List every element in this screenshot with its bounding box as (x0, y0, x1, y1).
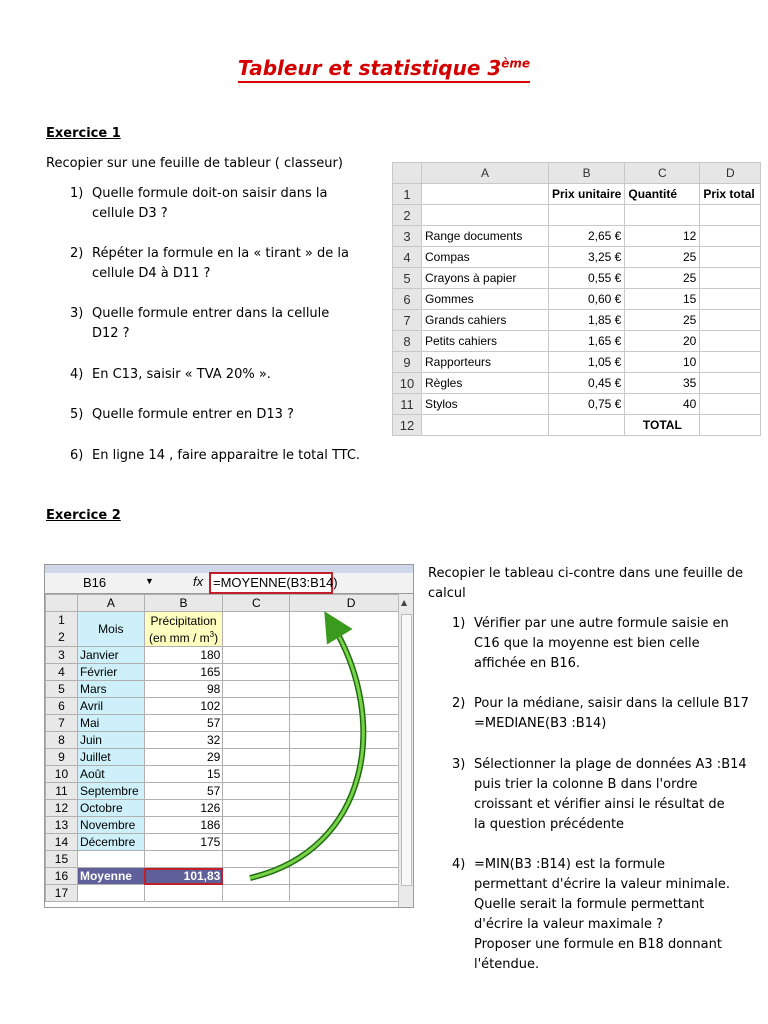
header-mois: Mois (77, 612, 144, 647)
row-header: 6 (46, 698, 78, 715)
month-cell: Avril (77, 698, 144, 715)
cell (700, 352, 761, 373)
cell (549, 415, 625, 436)
question-line: Vérifier par une autre formule saisie en (474, 616, 729, 631)
row-header: 10 (46, 766, 78, 783)
cell: 10 (625, 352, 700, 373)
question-number: 2) (70, 246, 84, 261)
ex2-question-2 (452, 694, 762, 734)
cell: 35 (625, 373, 700, 394)
cell: 0,60 € (549, 289, 625, 310)
exercise-1-intro: Recopier sur une feuille de tableur ( classeur) (46, 156, 343, 171)
cell (700, 331, 761, 352)
name-box[interactable]: B16 (83, 575, 107, 590)
question-line: D12 ? (92, 326, 130, 341)
row-header: 2 (393, 205, 422, 226)
month-cell: Juin (77, 732, 144, 749)
corner-cell (393, 163, 422, 184)
month-cell: Novembre (77, 817, 144, 834)
row-header: 7 (393, 310, 422, 331)
cell: 25 (625, 268, 700, 289)
header-precipitation (144, 612, 223, 647)
month-cell: Septembre (77, 783, 144, 800)
month-cell: Juillet (77, 749, 144, 766)
cell: Quantité (625, 184, 700, 205)
cell: Règles (422, 373, 549, 394)
value-cell: 165 (144, 664, 223, 681)
cell (700, 205, 761, 226)
value-cell: 32 (144, 732, 223, 749)
cell (77, 885, 144, 902)
column-header: B (549, 163, 625, 184)
cell: Rapporteurs (422, 352, 549, 373)
cell: 15 (625, 289, 700, 310)
question-line: l'étendue. (474, 957, 540, 972)
cell (700, 268, 761, 289)
ex1-question-3 (70, 304, 380, 344)
cell: 40 (625, 394, 700, 415)
row-header: 1 2 (46, 612, 78, 647)
ex1-question-2 (70, 244, 380, 284)
question-line: Sélectionner la plage de données A3 :B14 (474, 757, 747, 772)
intro-line: Recopier le tableau ci-contre dans une feuille de (428, 566, 743, 581)
month-cell: Août (77, 766, 144, 783)
row-header: 7 (46, 715, 78, 732)
cell (422, 415, 549, 436)
question-line: permettant d'écrire la valeur minimale. (474, 877, 730, 892)
value-cell: 98 (144, 681, 223, 698)
fx-icon: fx (193, 574, 204, 589)
cell: Compas (422, 247, 549, 268)
cell: Grands cahiers (422, 310, 549, 331)
question-line: En C13, saisir « TVA 20% ». (92, 367, 271, 382)
row-header: 10 (393, 373, 422, 394)
formula-input[interactable]: =MOYENNE(B3:B14) (209, 572, 333, 594)
row-header: 11 (46, 783, 78, 800)
column-header: D (290, 595, 413, 612)
value-cell: 186 (144, 817, 223, 834)
cell: 0,75 € (549, 394, 625, 415)
row-header: 13 (46, 817, 78, 834)
cell (700, 289, 761, 310)
row-header: 1 (393, 184, 422, 205)
cell (700, 226, 761, 247)
intro-line: calcul (428, 586, 466, 601)
column-header: B (144, 595, 223, 612)
value-cell: 15 (144, 766, 223, 783)
cell: 0,55 € (549, 268, 625, 289)
row-header: 3 (46, 647, 78, 664)
question-line: =MIN(B3 :B14) est la formule (474, 857, 665, 872)
column-header: A (77, 595, 144, 612)
cell: 3,25 € (549, 247, 625, 268)
row-header: 4 (393, 247, 422, 268)
question-line: C16 que la moyenne est bien celle (474, 636, 700, 651)
question-line: Quelle formule entrer dans la cellule (92, 306, 330, 321)
arrow-annotation (220, 600, 380, 890)
row-header: 12 (393, 415, 422, 436)
cell: 1,65 € (549, 331, 625, 352)
cell (144, 851, 223, 868)
ex2-question-3 (452, 755, 762, 835)
cell: 0,45 € (549, 373, 625, 394)
vertical-scrollbar[interactable] (398, 594, 413, 907)
cell: 2,65 € (549, 226, 625, 247)
header-line: (en mm / m (148, 630, 210, 645)
cell (77, 851, 144, 868)
question-line: Proposer une formule en B18 donnant (474, 937, 722, 952)
ex2-question-4 (452, 855, 762, 975)
row-header: 12 (46, 800, 78, 817)
row-header: 11 (393, 394, 422, 415)
question-number: 1) (70, 186, 84, 201)
question-line: =MEDIANE(B3 :B14) (474, 716, 607, 731)
ex1-question-1 (70, 184, 380, 224)
exercise-1-heading: Exercice 1 (46, 126, 121, 141)
row-header: 17 (46, 885, 78, 902)
ex1-question-4 (70, 365, 380, 385)
question-line: d'écrire la valeur maximale ? (474, 917, 664, 932)
chevron-down-icon[interactable]: ▼ (145, 576, 154, 586)
question-line: puis trier la colonne B dans l'ordre (474, 777, 698, 792)
cell (422, 205, 549, 226)
value-cell: 175 (144, 834, 223, 851)
value-cell: 126 (144, 800, 223, 817)
cell (700, 373, 761, 394)
cell (700, 394, 761, 415)
question-line: la question précédente (474, 817, 625, 832)
average-value-cell[interactable]: 101,83 (144, 868, 223, 885)
cell: 20 (625, 331, 700, 352)
cell: Prix unitaire (549, 184, 625, 205)
cell: 1,05 € (549, 352, 625, 373)
value-cell: 180 (144, 647, 223, 664)
cell (700, 415, 761, 436)
month-cell: Janvier (77, 647, 144, 664)
cell: Crayons à papier (422, 268, 549, 289)
question-line: cellule D4 à D11 ? (92, 266, 211, 281)
question-number: 6) (70, 448, 84, 463)
question-number: 3) (70, 306, 84, 321)
column-header: C (625, 163, 700, 184)
cell: Stylos (422, 394, 549, 415)
row-header: 3 (393, 226, 422, 247)
question-number: 4) (70, 367, 84, 382)
ex1-question-6 (70, 446, 390, 466)
question-number: 3) (452, 757, 466, 772)
title-text: Tableur et statistique 3 (237, 56, 502, 80)
cell (549, 205, 625, 226)
row-header: 9 (393, 352, 422, 373)
corner-cell (46, 595, 78, 612)
month-cell: Octobre (77, 800, 144, 817)
scroll-up-icon[interactable]: ▲ (401, 598, 408, 607)
ex1-question-5 (70, 405, 380, 425)
title-superscript: ème (501, 56, 531, 71)
row-header: 5 (46, 681, 78, 698)
cell: 25 (625, 247, 700, 268)
month-cell: Mars (77, 681, 144, 698)
column-header: C (223, 595, 290, 612)
question-line: croissant et vérifier ainsi le résultat de (474, 797, 725, 812)
cell (700, 310, 761, 331)
value-cell: 29 (144, 749, 223, 766)
column-header: A (422, 163, 549, 184)
row-header: 8 (393, 331, 422, 352)
header-line: ) (214, 630, 219, 645)
cell: 12 (625, 226, 700, 247)
cell: 25 (625, 310, 700, 331)
formula-bar (45, 573, 413, 594)
row-header: 9 (46, 749, 78, 766)
row-header: 5 (393, 268, 422, 289)
month-cell: Février (77, 664, 144, 681)
cell (144, 885, 223, 902)
cell (422, 184, 549, 205)
question-line: affichée en B16. (474, 656, 581, 671)
value-cell: 57 (144, 783, 223, 800)
cell: Range documents (422, 226, 549, 247)
question-line: Quelle formule entrer en D13 ? (92, 407, 294, 422)
cell: Petits cahiers (422, 331, 549, 352)
cell (625, 205, 700, 226)
question-number: 4) (452, 857, 466, 872)
month-cell: Décembre (77, 834, 144, 851)
average-label-cell: Moyenne (77, 868, 144, 885)
scroll-thumb[interactable] (401, 614, 412, 886)
ex2-question-1 (452, 614, 762, 674)
row-header: 15 (46, 851, 78, 868)
header-line: Précipitation (150, 613, 217, 628)
cell: Prix total (700, 184, 761, 205)
question-line: En ligne 14 , faire apparaitre le total TTC. (92, 448, 361, 463)
question-line: Pour la médiane, saisir dans la cellule B17 (474, 696, 749, 711)
row-header: 16 (46, 868, 78, 885)
cell: 1,85 € (549, 310, 625, 331)
page-title (0, 56, 768, 80)
question-line: cellule D3 ? (92, 206, 168, 221)
spreadsheet-prices (392, 162, 761, 436)
row-header: 6 (393, 289, 422, 310)
question-line: Quelle serait la formule permettant (474, 897, 705, 912)
cell: TOTAL (625, 415, 700, 436)
row-header: 8 (46, 732, 78, 749)
question-number: 5) (70, 407, 84, 422)
row-header: 4 (46, 664, 78, 681)
month-cell: Mai (77, 715, 144, 732)
exercise-2-heading: Exercice 2 (46, 508, 121, 523)
exercise-2-intro (428, 564, 758, 604)
row-header: 14 (46, 834, 78, 851)
value-cell: 57 (144, 715, 223, 732)
value-cell: 102 (144, 698, 223, 715)
question-line: Répéter la formule en la « tirant » de la (92, 246, 349, 261)
column-header: D (700, 163, 761, 184)
question-number: 2) (452, 696, 466, 711)
cell (700, 247, 761, 268)
cell: Gommes (422, 289, 549, 310)
question-line: Quelle formule doit-on saisir dans la (92, 186, 328, 201)
question-number: 1) (452, 616, 466, 631)
header-superscript: 3 (209, 629, 215, 639)
